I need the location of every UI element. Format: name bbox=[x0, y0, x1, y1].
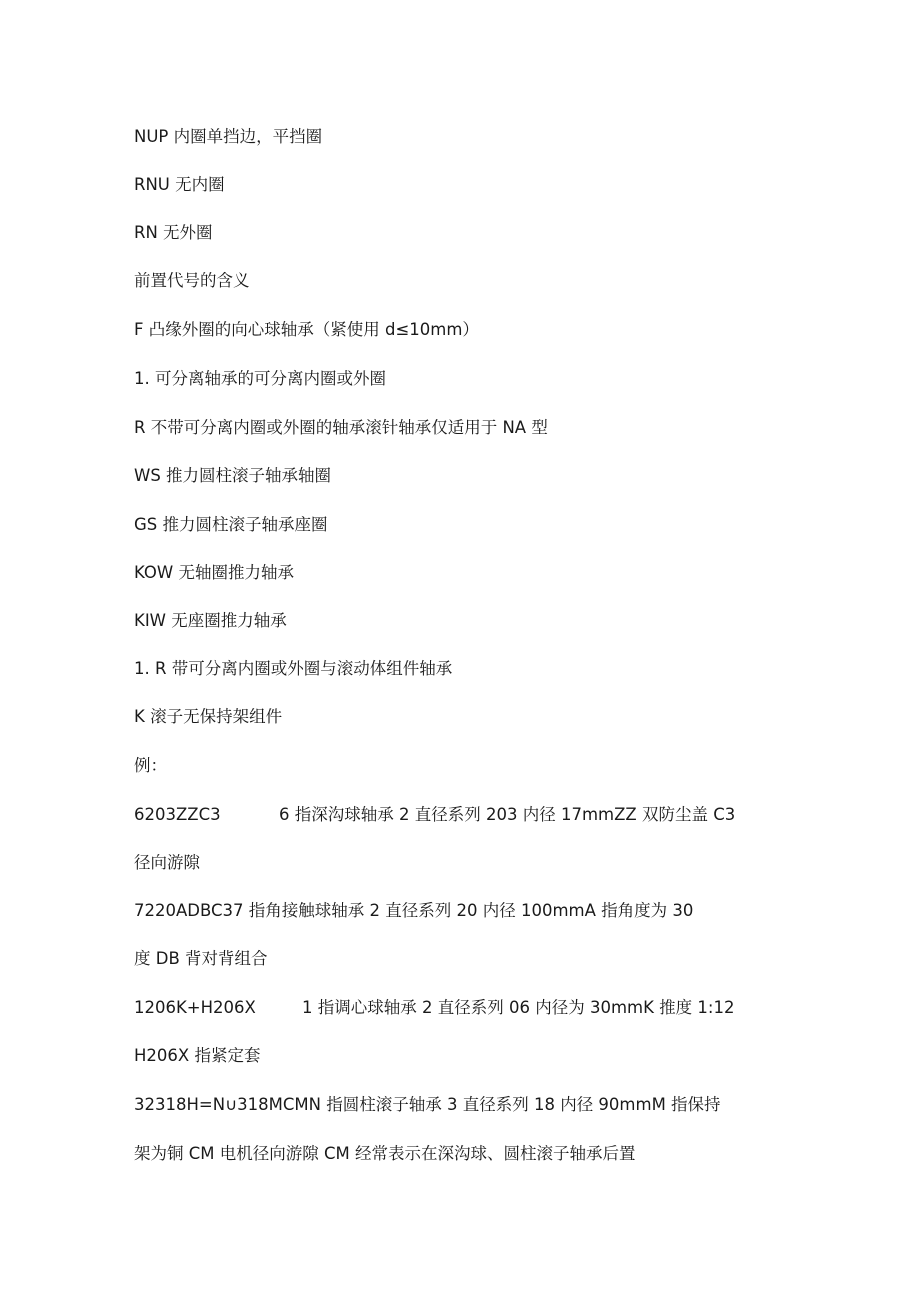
text-line-gs: GS 推力圆柱滚子轴承座圈 bbox=[134, 515, 328, 534]
text-line-separable: 1. 可分离轴承的可分离内圈或外圈 bbox=[134, 369, 386, 388]
example-text-6203: 6 指深沟球轴承 2 直径系列 203 内径 17mmZZ 双防尘盖 C3 bbox=[279, 805, 736, 824]
text-line-ws: WS 推力圆柱滚子轴承轴圈 bbox=[134, 466, 332, 485]
text-line-k: K 滚子无保持架组件 bbox=[134, 707, 283, 726]
example-line-7220: 7220ADBC37 指角接触球轴承 2 直径系列 20 内径 100mmA 指角度为 30 bbox=[134, 901, 694, 920]
text-line-f: F 凸缘外圈的向心球轴承（紧使用 d≤10mm） bbox=[134, 320, 479, 339]
section-heading-prefix-meaning: 前置代号的含义 bbox=[134, 271, 250, 290]
example-line-6203 bbox=[134, 804, 735, 826]
text-line-db: 度 DB 背对背组合 bbox=[134, 949, 268, 968]
example-line-1206 bbox=[134, 997, 734, 1019]
example-code-1206: 1206K+H206X bbox=[134, 998, 256, 1017]
text-line-r-component: 1. R 带可分离内圈或外圈与滚动体组件轴承 bbox=[134, 659, 453, 678]
text-line-h206x: H206X 指紧定套 bbox=[134, 1046, 261, 1065]
text-line-radial-clearance: 径向游隙 bbox=[134, 853, 200, 872]
example-text-1206: 1 指调心球轴承 2 直径系列 06 内径为 30mmK 推度 1:12 bbox=[302, 998, 735, 1017]
text-line-kiw: KIW 无座圈推力轴承 bbox=[134, 611, 287, 630]
example-code-6203: 6203ZZC3 bbox=[134, 805, 221, 824]
text-line-rnu: RNU 无内圈 bbox=[134, 175, 225, 194]
text-line-r: R 不带可分离内圈或外圈的轴承滚针轴承仅适用于 NA 型 bbox=[134, 418, 548, 437]
example-line-32318: 32318H=N∪318MCMN 指圆柱滚子轴承 3 直径系列 18 内径 90mmM 指保持 bbox=[134, 1095, 721, 1114]
text-line-cm: 架为铜 CM 电机径向游隙 CM 经常表示在深沟球、圆柱滚子轴承后置 bbox=[134, 1144, 636, 1163]
text-line-kow: KOW 无轴圈推力轴承 bbox=[134, 563, 294, 582]
text-line-nup: NUP 内圈单挡边，平挡圈 bbox=[134, 127, 323, 146]
text-line-rn: RN 无外圈 bbox=[134, 223, 213, 242]
example-heading: 例： bbox=[134, 756, 167, 775]
